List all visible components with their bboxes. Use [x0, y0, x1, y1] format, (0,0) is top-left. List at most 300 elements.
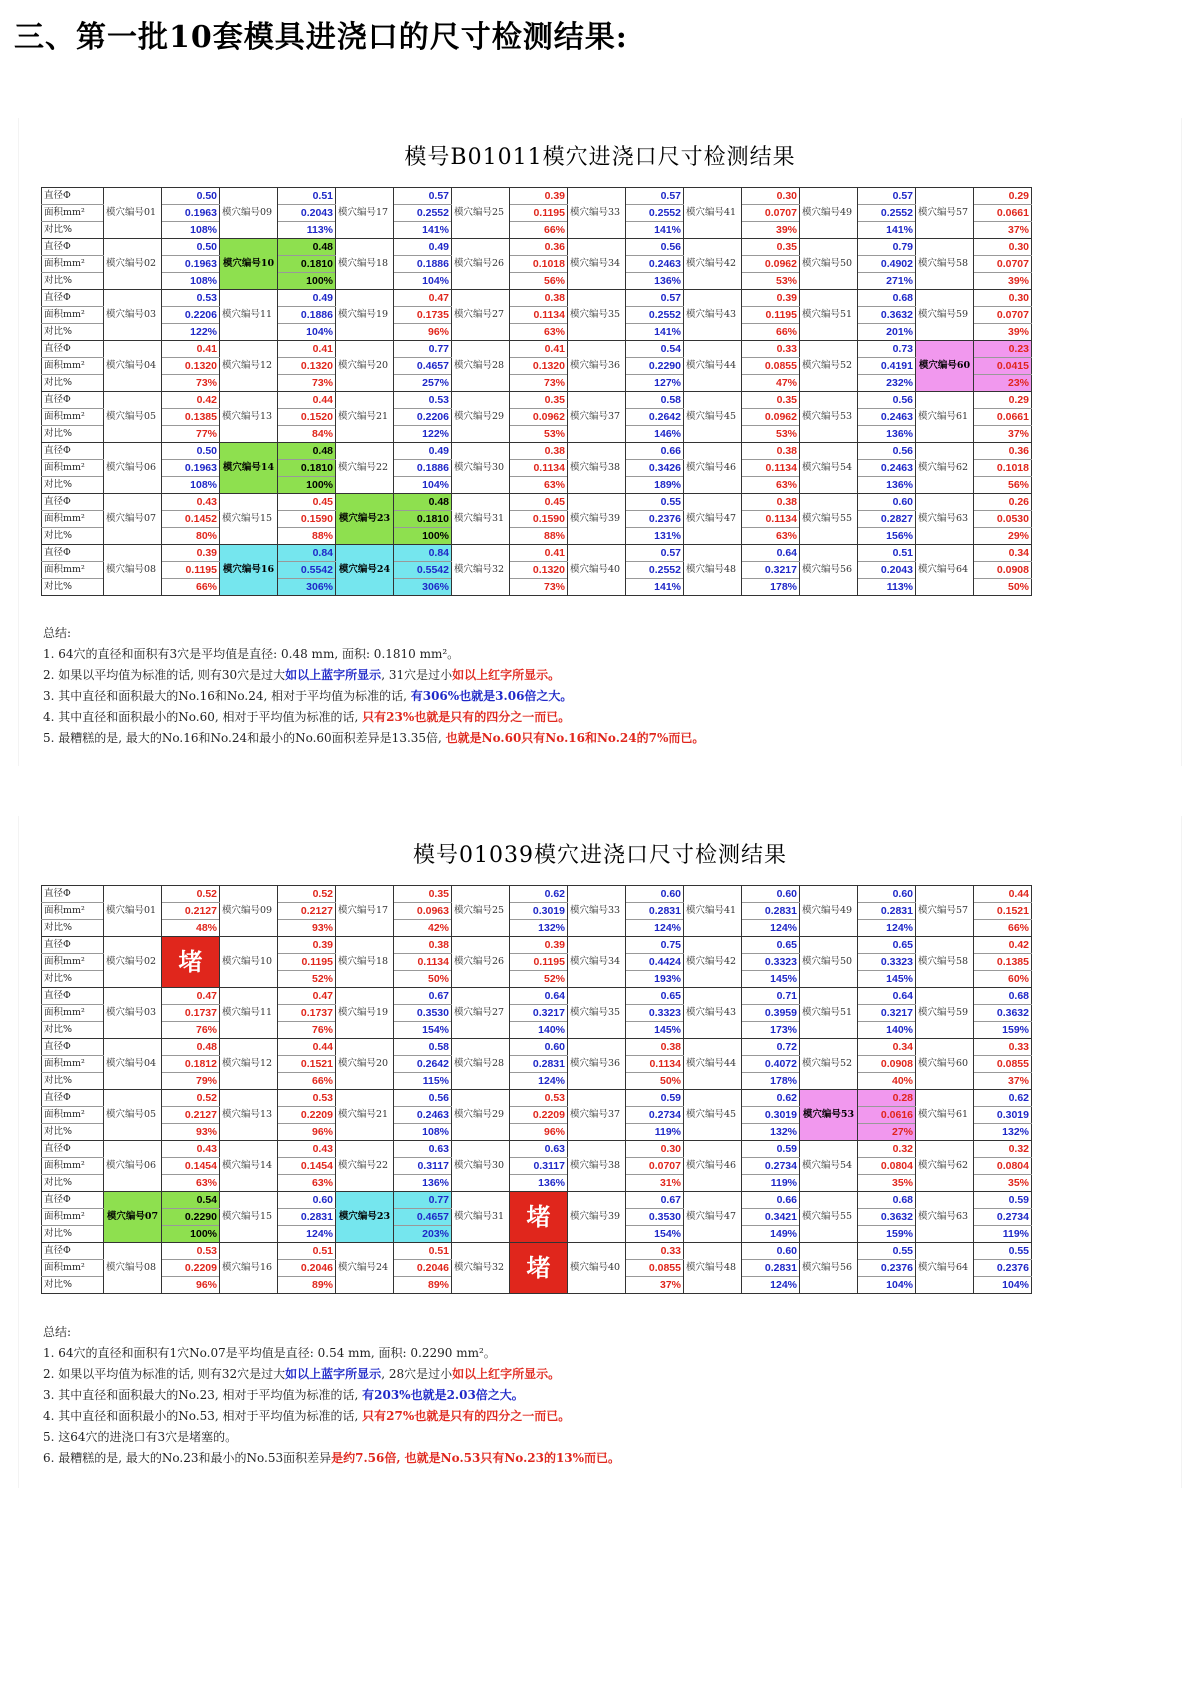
area-value: 0.0415	[974, 358, 1032, 375]
diameter-value: 0.64	[742, 545, 800, 562]
area-value: 0.2831	[742, 1260, 800, 1277]
ratio-value: 60%	[974, 971, 1032, 988]
ratio-value: 140%	[858, 1022, 916, 1039]
diameter-value: 0.56	[394, 1090, 452, 1107]
area-value: 0.4424	[626, 954, 684, 971]
ratio-value: 47%	[742, 375, 800, 392]
cavity-label: 模穴编号40	[568, 545, 626, 596]
diameter-value: 0.59	[626, 1090, 684, 1107]
cavity-label: 模穴编号34	[568, 937, 626, 988]
summary-text: 2. 如果以平均值为标准的话, 则有32穴是过大	[43, 1367, 286, 1381]
summary-line	[43, 1427, 620, 1448]
ratio-value: 66%	[278, 1073, 336, 1090]
cavity-label: 模穴编号26	[452, 239, 510, 290]
summary-line	[43, 1406, 620, 1427]
diameter-value: 0.32	[974, 1141, 1032, 1158]
summary-text: 总结:	[43, 626, 72, 640]
ratio-value: 141%	[626, 579, 684, 596]
area-value: 0.0707	[974, 307, 1032, 324]
row-label: 直径Φ	[42, 1141, 104, 1158]
diameter-value: 0.49	[394, 443, 452, 460]
area-value: 0.2046	[278, 1260, 336, 1277]
cavity-label: 模穴编号18	[336, 937, 394, 988]
cavity-label: 模穴编号45	[684, 392, 742, 443]
cavity-label: 模穴编号02	[104, 239, 162, 290]
diameter-value: 0.41	[510, 341, 568, 358]
area-value: 0.2043	[858, 562, 916, 579]
area-value: 0.1134	[742, 511, 800, 528]
ratio-value: 146%	[626, 426, 684, 443]
cavity-label: 模穴编号10	[220, 937, 278, 988]
ratio-value: 122%	[162, 324, 220, 341]
area-value: 0.3632	[858, 1209, 916, 1226]
cavity-label: 模穴编号63	[916, 494, 974, 545]
diameter-value: 0.47	[278, 988, 336, 1005]
diameter-value: 0.30	[626, 1141, 684, 1158]
diameter-value: 0.47	[162, 988, 220, 1005]
area-value: 0.1452	[162, 511, 220, 528]
cavity-label: 模穴编号32	[452, 545, 510, 596]
ratio-value: 73%	[510, 579, 568, 596]
cavity-label: 模穴编号45	[684, 1090, 742, 1141]
summary-line	[43, 1364, 620, 1385]
ratio-value: 154%	[394, 1022, 452, 1039]
cavity-label: 模穴编号11	[220, 988, 278, 1039]
area-value: 0.2734	[626, 1107, 684, 1124]
page-heading: 三、第一批10套模具进浇口的尺寸检测结果:	[14, 20, 628, 55]
diameter-value: 0.56	[858, 392, 916, 409]
cavity-label: 模穴编号51	[800, 290, 858, 341]
row-label: 直径Φ	[42, 937, 104, 954]
area-value: 0.2206	[162, 307, 220, 324]
summary-text: 也就是No.60只有No.16和No.24的7%而已。	[445, 731, 705, 745]
ratio-value: 50%	[974, 579, 1032, 596]
cavity-label: 模穴编号15	[220, 1192, 278, 1243]
cavity-label: 模穴编号22	[336, 443, 394, 494]
area-value: 0.2127	[162, 1107, 220, 1124]
diameter-value: 0.66	[742, 1192, 800, 1209]
diameter-value: 0.49	[278, 290, 336, 307]
cavity-label: 模穴编号46	[684, 1141, 742, 1192]
cavity-label: 模穴编号49	[800, 886, 858, 937]
summary-text: 只有23%也就是只有的四分之一而已。	[362, 710, 571, 724]
cavity-label: 模穴编号49	[800, 188, 858, 239]
area-value: 0.1195	[162, 562, 220, 579]
diameter-value: 0.65	[858, 937, 916, 954]
ratio-value: 39%	[742, 222, 800, 239]
diameter-value: 0.48	[278, 443, 336, 460]
diameter-value: 0.49	[394, 239, 452, 256]
cavity-label: 模穴编号58	[916, 239, 974, 290]
ratio-value: 53%	[742, 273, 800, 290]
ratio-value: 77%	[162, 426, 220, 443]
area-value: 0.0530	[974, 511, 1032, 528]
diameter-value: 0.23	[974, 341, 1032, 358]
summary-text: 只有27%也就是只有的四分之一而已。	[362, 1409, 571, 1423]
diameter-value: 0.52	[162, 886, 220, 903]
diameter-value: 0.56	[858, 443, 916, 460]
ratio-value: 232%	[858, 375, 916, 392]
area-value: 0.0661	[974, 205, 1032, 222]
ratio-value: 136%	[626, 273, 684, 290]
diameter-value: 0.54	[626, 341, 684, 358]
row-label: 直径Φ	[42, 1090, 104, 1107]
diameter-value: 0.43	[278, 1141, 336, 1158]
cavity-label: 模穴编号02	[104, 937, 162, 988]
area-value: 0.1963	[162, 205, 220, 222]
cavity-label: 模穴编号04	[104, 1039, 162, 1090]
diameter-value: 0.62	[742, 1090, 800, 1107]
diameter-value: 0.51	[394, 1243, 452, 1260]
diameter-value: 0.50	[162, 188, 220, 205]
diameter-value: 0.63	[510, 1141, 568, 1158]
area-value: 0.0804	[974, 1158, 1032, 1175]
ratio-value: 73%	[510, 375, 568, 392]
summary-text: 5. 这64穴的进浇口有3穴是堵塞的。	[43, 1430, 238, 1444]
area-value: 0.1737	[278, 1005, 336, 1022]
cavity-label: 模穴编号39	[568, 494, 626, 545]
diameter-value: 0.77	[394, 1192, 452, 1209]
area-value: 0.0963	[394, 903, 452, 920]
diameter-value: 0.55	[974, 1243, 1032, 1260]
cavity-label: 模穴编号60	[916, 1039, 974, 1090]
ratio-value: 63%	[510, 477, 568, 494]
ratio-value: 113%	[858, 579, 916, 596]
diameter-value: 0.77	[394, 341, 452, 358]
ratio-value: 100%	[394, 528, 452, 545]
ratio-value: 50%	[626, 1073, 684, 1090]
summary-notes	[43, 623, 704, 749]
cavity-label: 模穴编号37	[568, 392, 626, 443]
area-value: 0.2552	[626, 307, 684, 324]
area-value: 0.4657	[394, 358, 452, 375]
area-value: 0.1134	[742, 460, 800, 477]
diameter-value: 0.39	[510, 188, 568, 205]
area-value: 0.3959	[742, 1005, 800, 1022]
cavity-label: 模穴编号16	[220, 1243, 278, 1294]
diameter-value: 0.28	[858, 1090, 916, 1107]
ratio-value: 76%	[162, 1022, 220, 1039]
diameter-value: 0.54	[162, 1192, 220, 1209]
area-value: 0.2831	[742, 903, 800, 920]
cavity-label: 模穴编号34	[568, 239, 626, 290]
row-label: 对比%	[42, 1022, 104, 1039]
row-label: 对比%	[42, 1124, 104, 1141]
diameter-value: 0.60	[742, 1243, 800, 1260]
ratio-value: 31%	[626, 1175, 684, 1192]
ratio-value: 108%	[394, 1124, 452, 1141]
ratio-value: 66%	[162, 579, 220, 596]
diameter-value: 0.26	[974, 494, 1032, 511]
area-value: 0.2376	[858, 1260, 916, 1277]
area-value: 0.3323	[742, 954, 800, 971]
area-value: 0.3117	[510, 1158, 568, 1175]
ratio-value: 127%	[626, 375, 684, 392]
ratio-value: 122%	[394, 426, 452, 443]
cavity-label: 模穴编号31	[452, 494, 510, 545]
ratio-value: 124%	[510, 1073, 568, 1090]
area-value: 0.1521	[974, 903, 1032, 920]
summary-heading	[43, 1322, 620, 1343]
diameter-value: 0.51	[278, 1243, 336, 1260]
area-value: 0.1134	[510, 460, 568, 477]
area-value: 0.0855	[974, 1056, 1032, 1073]
diameter-value: 0.44	[278, 392, 336, 409]
diameter-value: 0.75	[626, 937, 684, 954]
area-value: 0.1886	[394, 256, 452, 273]
cavity-label: 模穴编号38	[568, 443, 626, 494]
ratio-value: 131%	[626, 528, 684, 545]
area-value: 0.3632	[974, 1005, 1032, 1022]
row-label: 直径Φ	[42, 443, 104, 460]
summary-text: 如以上红字所显示。	[452, 668, 561, 682]
ratio-value: 154%	[626, 1226, 684, 1243]
diameter-value: 0.51	[858, 545, 916, 562]
cavity-label: 模穴编号35	[568, 290, 626, 341]
blocked-marker: 堵	[510, 1192, 568, 1243]
area-value: 0.2827	[858, 511, 916, 528]
diameter-value: 0.34	[974, 545, 1032, 562]
row-label: 对比%	[42, 579, 104, 596]
cavity-label: 模穴编号12	[220, 1039, 278, 1090]
ratio-value: 201%	[858, 324, 916, 341]
cavity-label: 模穴编号56	[800, 1243, 858, 1294]
ratio-value: 63%	[742, 528, 800, 545]
row-label: 面积mm²	[42, 358, 104, 375]
area-value: 0.0908	[974, 562, 1032, 579]
row-label: 对比%	[42, 273, 104, 290]
row-label: 面积mm²	[42, 460, 104, 477]
ratio-value: 104%	[394, 477, 452, 494]
ratio-value: 178%	[742, 1073, 800, 1090]
ratio-value: 76%	[278, 1022, 336, 1039]
summary-line	[43, 1343, 620, 1364]
area-value: 0.1454	[278, 1158, 336, 1175]
diameter-value: 0.60	[510, 1039, 568, 1056]
area-value: 0.2209	[510, 1107, 568, 1124]
cavity-label: 模穴编号22	[336, 1141, 394, 1192]
diameter-value: 0.48	[278, 239, 336, 256]
ratio-value: 63%	[510, 324, 568, 341]
diameter-value: 0.38	[742, 494, 800, 511]
summary-text: 4. 其中直径和面积最小的No.53, 相对于平均值为标准的话,	[43, 1409, 363, 1423]
area-value: 0.0707	[742, 205, 800, 222]
cavity-label: 模穴编号20	[336, 341, 394, 392]
cavity-label: 模穴编号62	[916, 1141, 974, 1192]
measurement-table	[41, 885, 1032, 1294]
diameter-value: 0.38	[742, 443, 800, 460]
ratio-value: 136%	[510, 1175, 568, 1192]
cavity-label: 模穴编号50	[800, 239, 858, 290]
row-label: 对比%	[42, 324, 104, 341]
diameter-value: 0.58	[626, 392, 684, 409]
ratio-value: 66%	[974, 920, 1032, 937]
area-value: 0.2046	[394, 1260, 452, 1277]
cavity-label: 模穴编号03	[104, 290, 162, 341]
ratio-value: 39%	[974, 273, 1032, 290]
cavity-label: 模穴编号42	[684, 239, 742, 290]
cavity-label: 模穴编号58	[916, 937, 974, 988]
ratio-value: 96%	[162, 1277, 220, 1294]
area-value: 0.5542	[394, 562, 452, 579]
area-value: 0.0616	[858, 1107, 916, 1124]
area-value: 0.0707	[974, 256, 1032, 273]
cavity-label: 模穴编号27	[452, 988, 510, 1039]
ratio-value: 100%	[278, 477, 336, 494]
cavity-label: 模穴编号29	[452, 1090, 510, 1141]
ratio-value: 145%	[858, 971, 916, 988]
summary-line	[43, 707, 704, 728]
summary-text: 3. 其中直径和面积最大的No.16和No.24, 相对于平均值为标准的话,	[43, 689, 411, 703]
area-value: 0.0962	[742, 409, 800, 426]
ratio-value: 42%	[394, 920, 452, 937]
cavity-label: 模穴编号10	[220, 239, 278, 290]
ratio-value: 145%	[742, 971, 800, 988]
area-value: 0.3632	[858, 307, 916, 324]
diameter-value: 0.35	[742, 392, 800, 409]
area-value: 0.0908	[858, 1056, 916, 1073]
row-label: 直径Φ	[42, 188, 104, 205]
cavity-label: 模穴编号13	[220, 1090, 278, 1141]
diameter-value: 0.44	[974, 886, 1032, 903]
ratio-value: 104%	[394, 273, 452, 290]
ratio-value: 52%	[278, 971, 336, 988]
ratio-value: 159%	[858, 1226, 916, 1243]
area-value: 0.2552	[394, 205, 452, 222]
ratio-value: 149%	[742, 1226, 800, 1243]
diameter-value: 0.30	[742, 188, 800, 205]
row-label: 面积mm²	[42, 205, 104, 222]
ratio-value: 89%	[394, 1277, 452, 1294]
cavity-label: 模穴编号19	[336, 290, 394, 341]
ratio-value: 100%	[278, 273, 336, 290]
ratio-value: 104%	[974, 1277, 1032, 1294]
ratio-value: 79%	[162, 1073, 220, 1090]
cavity-label: 模穴编号29	[452, 392, 510, 443]
ratio-value: 48%	[162, 920, 220, 937]
summary-text: 如以上蓝字所显示	[285, 1367, 382, 1381]
area-value: 0.0855	[742, 358, 800, 375]
area-value: 0.2552	[858, 205, 916, 222]
area-value: 0.3217	[510, 1005, 568, 1022]
area-value: 0.1963	[162, 256, 220, 273]
area-value: 0.2642	[394, 1056, 452, 1073]
ratio-value: 50%	[394, 971, 452, 988]
measurement-table	[41, 187, 1032, 596]
ratio-value: 141%	[394, 222, 452, 239]
ratio-value: 84%	[278, 426, 336, 443]
diameter-value: 0.57	[858, 188, 916, 205]
diameter-value: 0.39	[510, 937, 568, 954]
ratio-value: 93%	[278, 920, 336, 937]
cavity-label: 模穴编号36	[568, 341, 626, 392]
diameter-value: 0.57	[626, 545, 684, 562]
row-label: 对比%	[42, 1226, 104, 1243]
cavity-label: 模穴编号53	[800, 392, 858, 443]
ratio-value: 124%	[742, 920, 800, 937]
area-value: 0.2290	[626, 358, 684, 375]
summary-line	[43, 728, 704, 749]
ratio-value: 27%	[858, 1124, 916, 1141]
summary-line	[43, 686, 704, 707]
cavity-label: 模穴编号19	[336, 988, 394, 1039]
ratio-value: 93%	[162, 1124, 220, 1141]
cavity-label: 模穴编号54	[800, 443, 858, 494]
ratio-value: 271%	[858, 273, 916, 290]
summary-text: 1. 64穴的直径和面积有1穴No.07是平均值是直径: 0.54 mm, 面积: 0.2290 mm²。	[43, 1346, 496, 1360]
cavity-label: 模穴编号48	[684, 545, 742, 596]
area-value: 0.0707	[626, 1158, 684, 1175]
diameter-value: 0.33	[974, 1039, 1032, 1056]
diameter-value: 0.79	[858, 239, 916, 256]
ratio-value: 124%	[742, 1277, 800, 1294]
area-value: 0.2376	[974, 1260, 1032, 1277]
ratio-value: 63%	[742, 477, 800, 494]
ratio-value: 56%	[510, 273, 568, 290]
cavity-label: 模穴编号44	[684, 1039, 742, 1090]
row-label: 直径Φ	[42, 545, 104, 562]
cavity-label: 模穴编号23	[336, 1192, 394, 1243]
cavity-label: 模穴编号43	[684, 988, 742, 1039]
diameter-value: 0.71	[742, 988, 800, 1005]
area-value: 0.1521	[278, 1056, 336, 1073]
summary-text: , 28穴是过小	[381, 1367, 453, 1381]
area-value: 0.2734	[974, 1209, 1032, 1226]
area-value: 0.1195	[278, 954, 336, 971]
cavity-label: 模穴编号14	[220, 443, 278, 494]
summary-text: 6. 最糟糕的是, 最大的No.23和最小的No.53面积差异	[43, 1451, 332, 1465]
area-value: 0.3217	[742, 562, 800, 579]
ratio-value: 52%	[510, 971, 568, 988]
diameter-value: 0.62	[510, 886, 568, 903]
row-label: 直径Φ	[42, 1243, 104, 1260]
diameter-value: 0.35	[394, 886, 452, 903]
ratio-value: 178%	[742, 579, 800, 596]
row-label: 对比%	[42, 426, 104, 443]
ratio-value: 193%	[626, 971, 684, 988]
area-value: 0.1385	[974, 954, 1032, 971]
ratio-value: 136%	[394, 1175, 452, 1192]
area-value: 0.2463	[858, 460, 916, 477]
diameter-value: 0.66	[626, 443, 684, 460]
ratio-value: 140%	[510, 1022, 568, 1039]
area-value: 0.2463	[394, 1107, 452, 1124]
summary-text: 1. 64穴的直径和面积有3穴是平均值是直径: 0.48 mm, 面积: 0.1810 mm²。	[43, 647, 460, 661]
diameter-value: 0.63	[394, 1141, 452, 1158]
ratio-value: 115%	[394, 1073, 452, 1090]
diameter-value: 0.30	[974, 239, 1032, 256]
cavity-label: 模穴编号01	[104, 886, 162, 937]
cavity-label: 模穴编号37	[568, 1090, 626, 1141]
area-value: 0.2831	[510, 1056, 568, 1073]
ratio-value: 173%	[742, 1022, 800, 1039]
summary-text: , 31穴是过小	[381, 668, 453, 682]
cavity-label: 模穴编号52	[800, 1039, 858, 1090]
cavity-label: 模穴编号57	[916, 188, 974, 239]
ratio-value: 80%	[162, 528, 220, 545]
cavity-label: 模穴编号24	[336, 545, 394, 596]
area-value: 0.1810	[278, 256, 336, 273]
summary-text: 如以上红字所显示。	[452, 1367, 561, 1381]
area-value: 0.1195	[742, 307, 800, 324]
cavity-label: 模穴编号08	[104, 1243, 162, 1294]
cavity-label: 模穴编号59	[916, 988, 974, 1039]
row-label: 面积mm²	[42, 954, 104, 971]
cavity-label: 模穴编号30	[452, 1141, 510, 1192]
diameter-value: 0.60	[858, 886, 916, 903]
row-label: 对比%	[42, 1277, 104, 1294]
ratio-value: 73%	[162, 375, 220, 392]
